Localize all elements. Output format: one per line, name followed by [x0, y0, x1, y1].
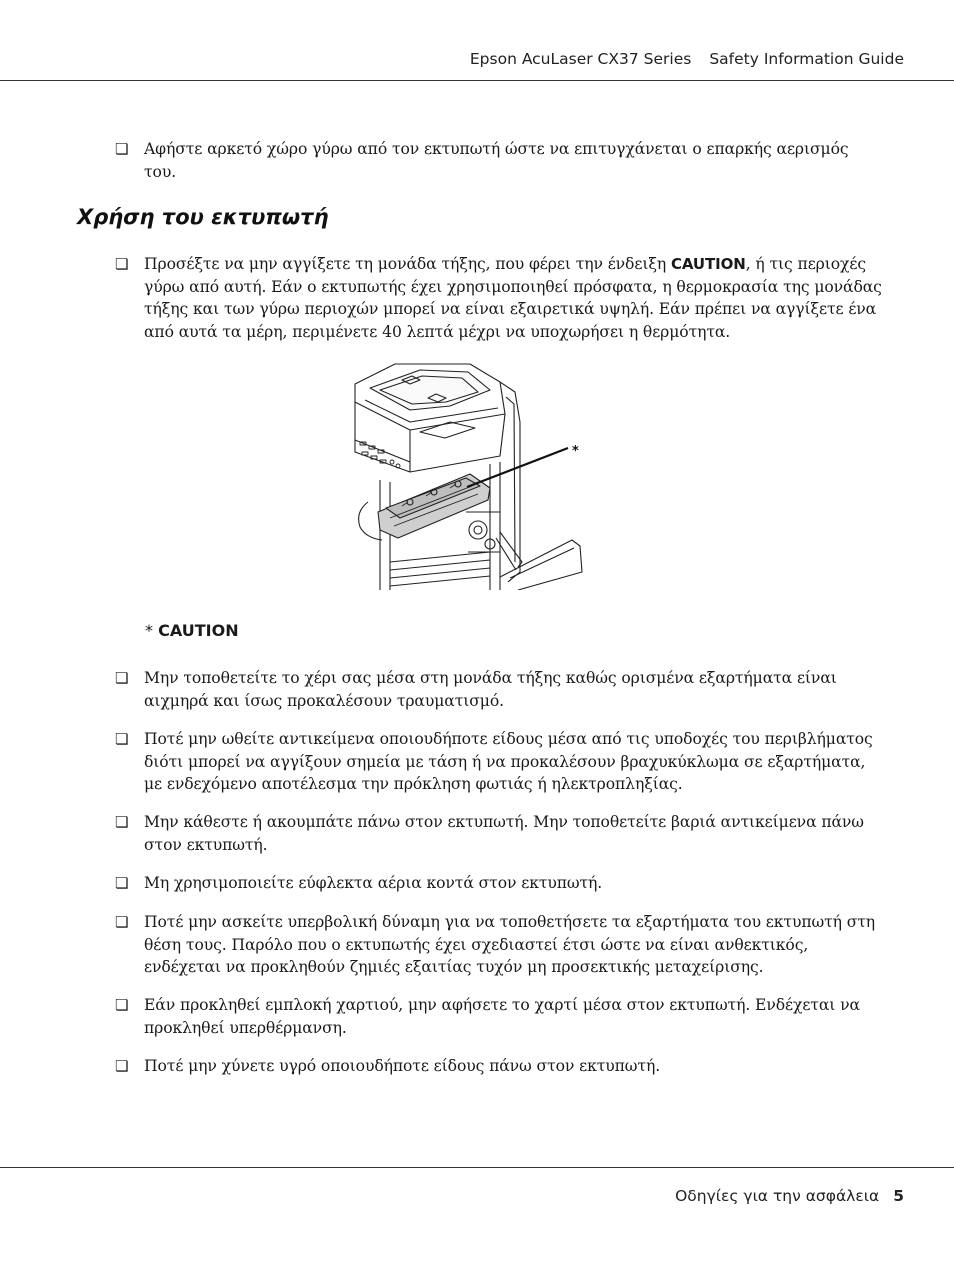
- checkbox-bullet-icon: ❏: [115, 255, 129, 273]
- header-guide-title: Safety Information Guide: [709, 50, 904, 68]
- header-product-name: Epson AcuLaser CX37 Series: [469, 50, 692, 68]
- bullet-text: Ποτέ μην χύνετε υγρό οποιουδήποτε είδους πάνω στον εκτυπωτή.: [144, 1057, 661, 1075]
- printer-fuser-illustration: [350, 362, 590, 590]
- bullet-item-liquid: [115, 1055, 885, 1078]
- bullet-item-objects: [115, 728, 885, 796]
- caption-marker: *: [145, 621, 153, 640]
- checkbox-bullet-icon: ❏: [115, 1057, 129, 1075]
- bullet-text: Μην κάθεστε ή ακουμπάτε πάνω στον εκτυπωτή. Μην τοποθετείτε βαριά αντικείμενα πάνω στον εκτυπωτή.: [144, 813, 864, 854]
- checkbox-bullet-icon: ❏: [115, 140, 129, 158]
- bullet-text-part: Προσέξτε να μην αγγίξετε τη μονάδα τήξης, που φέρει την ένδειξη: [144, 255, 671, 273]
- page-footer: [675, 1187, 904, 1205]
- figure-caption: [145, 621, 239, 640]
- bullet-text: Μη χρησιμοποιείτε εύφλεκτα αέρια κοντά στον εκτυπωτή.: [144, 874, 603, 892]
- footer-divider: [0, 1167, 954, 1168]
- bullet-item-flammable: [115, 872, 885, 895]
- page-number: 5: [893, 1187, 904, 1205]
- header-divider: [0, 80, 954, 81]
- checkbox-bullet-icon: ❏: [115, 813, 129, 831]
- bullet-text: Ποτέ μην ωθείτε αντικείμενα οποιουδήποτε είδους μέσα από τις υποδοχές του περιβλήματος διότι μπορεί να αγγίξουν σημεία με τάση ή να προκαλέσουν βραχυκύκλωμα σε εξαρτήματα, με ενδεχόμενο αποτέλεσμα την πρόκληση φωτιάς ή ηλεκτροπληξίας.: [144, 730, 873, 793]
- checkbox-bullet-icon: ❏: [115, 874, 129, 892]
- bullet-text: Αφήστε αρκετό χώρο γύρω από τον εκτυπωτή ώστε να επιτυγχάνεται ο επαρκής αερισμός του.: [144, 140, 849, 181]
- caution-label: CAUTION: [670, 255, 746, 273]
- page-header: [470, 50, 904, 68]
- bullet-item-sitting: [115, 811, 885, 856]
- checkbox-bullet-icon: ❏: [115, 913, 129, 931]
- bullet-text-part: , ή τις περιοχές γύρω από αυτή. Εάν ο εκτυπωτής έχει χρησιμοποιηθεί πρόσφατα, η θερμοκρασία της μονάδας τήξης και των γύρω περιοχών μπορεί να είναι εξαιρετικά υψηλή. Εάν πρέπει να αγγίξετε ένα από αυτά τα μέρη, περιμένετε 40 λεπτά μέχρι να υποχωρήσει η θερμότητα.: [144, 255, 882, 341]
- checkbox-bullet-icon: ❏: [115, 669, 129, 687]
- bullet-text: Μην τοποθετείτε το χέρι σας μέσα στη μονάδα τήξης καθώς ορισμένα εξαρτήματα είναι αιχμηρά και ίσως προκαλέσουν τραυματισμό.: [144, 669, 837, 710]
- bullet-item-paper-jam: [115, 994, 885, 1039]
- bullet-text: [144, 253, 885, 343]
- bullet-text: Εάν προκληθεί εμπλοκή χαρτιού, μην αφήσετε το χαρτί μέσα στον εκτυπωτή. Ενδέχεται να προκληθεί υπερθέρμανση.: [144, 996, 860, 1037]
- checkbox-bullet-icon: ❏: [115, 730, 129, 748]
- bullet-item-ventilation: [115, 138, 885, 183]
- checkbox-bullet-icon: ❏: [115, 996, 129, 1014]
- bullet-item-fuser-warning: [115, 253, 885, 343]
- section-heading: Χρήση του εκτυπωτή: [77, 205, 329, 229]
- figure-callout-marker: *: [572, 444, 579, 459]
- caption-caution-label: CAUTION: [158, 621, 239, 640]
- bullet-item-force: [115, 911, 885, 979]
- footer-section-title: Οδηγίες για την ασφάλεια: [675, 1187, 880, 1205]
- bullet-text: Ποτέ μην ασκείτε υπερβολική δύναμη για να τοποθετήσετε τα εξαρτήματα του εκτυπωτή στη θέση τους. Παρόλο που ο εκτυπωτής έχει σχεδιαστεί έτσι ώστε να είναι ανθεκτικός, ενδέχεται να προκληθούν ζημιές εξαιτίας τυχόν μη προσεκτικής μεταχείρισης.: [144, 913, 876, 976]
- bullet-item-hand: [115, 667, 885, 712]
